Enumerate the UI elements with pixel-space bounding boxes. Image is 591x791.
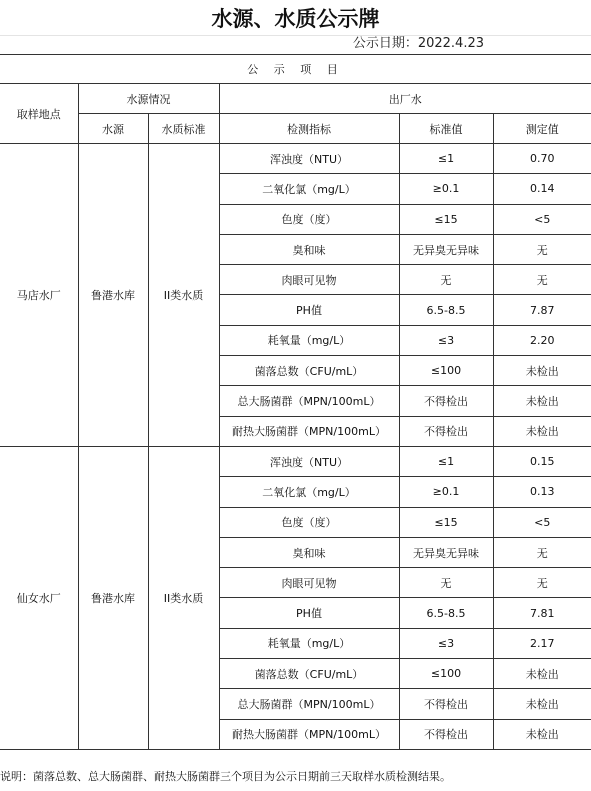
footnote: 说明：菌落总数、总大肠菌群、耐热大肠菌群三个项目为公示日期前三天取样水质检测结果。 bbox=[0, 770, 451, 783]
standard-value-cell: 不得检出 bbox=[399, 719, 493, 749]
indicator-cell: 色度（度） bbox=[219, 507, 399, 537]
indicator-cell: 总大肠菌群（MPN/100mL） bbox=[219, 689, 399, 719]
indicator-cell: 浑浊度（NTU） bbox=[219, 446, 399, 476]
indicator-cell: 耗氧量（mg/L） bbox=[219, 325, 399, 355]
page-title: 水源、水质公示牌 bbox=[211, 7, 380, 31]
standard-value-cell: 无 bbox=[399, 568, 493, 598]
plant-site-cell: 马店水厂 bbox=[0, 144, 78, 447]
measured-value-cell: 无 bbox=[493, 234, 591, 264]
water-quality-table bbox=[0, 54, 591, 750]
measured-value-cell: 2.17 bbox=[493, 628, 591, 658]
standard-value-cell: 无 bbox=[399, 265, 493, 295]
indicator-cell: 二氧化氯（mg/L） bbox=[219, 174, 399, 204]
standard-value-cell: ≥0.1 bbox=[399, 174, 493, 204]
plant-standard-cell: II类水质 bbox=[148, 144, 219, 447]
standard-value-cell: ≤100 bbox=[399, 356, 493, 386]
standard-value-cell: ≤15 bbox=[399, 204, 493, 234]
section-banner: 公 示 项 目 bbox=[0, 55, 591, 84]
measured-value-cell: 0.15 bbox=[493, 446, 591, 476]
table-row bbox=[0, 144, 591, 174]
header-measured-value: 测定值 bbox=[493, 114, 591, 144]
indicator-cell: 肉眼可见物 bbox=[219, 568, 399, 598]
standard-value-cell: ≤15 bbox=[399, 507, 493, 537]
measured-value-cell: 0.70 bbox=[493, 144, 591, 174]
standard-value-cell: ≤100 bbox=[399, 659, 493, 689]
measured-value-cell: 无 bbox=[493, 568, 591, 598]
standard-value-cell: 不得检出 bbox=[399, 386, 493, 416]
indicator-cell: 肉眼可见物 bbox=[219, 265, 399, 295]
header-site: 取样地点 bbox=[0, 84, 78, 144]
header-outlet-water: 出厂水 bbox=[219, 84, 591, 114]
standard-value-cell: ≤1 bbox=[399, 446, 493, 476]
standard-value-cell: 无异臭无异味 bbox=[399, 537, 493, 567]
indicator-cell: 色度（度） bbox=[219, 204, 399, 234]
standard-value-cell: 不得检出 bbox=[399, 689, 493, 719]
indicator-cell: PH值 bbox=[219, 598, 399, 628]
announcement-date: 公示日期：2022.4.23 bbox=[352, 36, 484, 51]
indicator-cell: 总大肠菌群（MPN/100mL） bbox=[219, 386, 399, 416]
standard-value-cell: ≤3 bbox=[399, 325, 493, 355]
standard-value-cell: 无异臭无异味 bbox=[399, 234, 493, 264]
measured-value-cell: 2.20 bbox=[493, 325, 591, 355]
indicator-cell: 菌落总数（CFU/mL） bbox=[219, 356, 399, 386]
standard-value-cell: 6.5-8.5 bbox=[399, 598, 493, 628]
header-quality-standard: 水质标准 bbox=[148, 114, 219, 144]
indicator-cell: 耐热大肠菌群（MPN/100mL） bbox=[219, 416, 399, 446]
measured-value-cell: 未检出 bbox=[493, 689, 591, 719]
standard-value-cell: ≥0.1 bbox=[399, 477, 493, 507]
plant-standard-cell: II类水质 bbox=[148, 446, 219, 749]
measured-value-cell: 7.81 bbox=[493, 598, 591, 628]
measured-value-cell: 无 bbox=[493, 265, 591, 295]
header-water-source-info: 水源情况 bbox=[78, 84, 219, 114]
indicator-cell: 浑浊度（NTU） bbox=[219, 144, 399, 174]
measured-value-cell: <5 bbox=[493, 204, 591, 234]
measured-value-cell: 0.14 bbox=[493, 174, 591, 204]
table-row bbox=[0, 446, 591, 476]
standard-value-cell: 6.5-8.5 bbox=[399, 295, 493, 325]
plant-site-cell: 仙女水厂 bbox=[0, 446, 78, 749]
header-standard-value: 标准值 bbox=[399, 114, 493, 144]
measured-value-cell: 未检出 bbox=[493, 356, 591, 386]
standard-value-cell: ≤3 bbox=[399, 628, 493, 658]
indicator-cell: 耗氧量（mg/L） bbox=[219, 628, 399, 658]
measured-value-cell: 0.13 bbox=[493, 477, 591, 507]
plant-source-cell: 鲁港水库 bbox=[78, 446, 148, 749]
header-indicator: 检测指标 bbox=[219, 114, 399, 144]
header-source: 水源 bbox=[78, 114, 148, 144]
indicator-cell: 臭和味 bbox=[219, 234, 399, 264]
indicator-cell: 臭和味 bbox=[219, 537, 399, 567]
measured-value-cell: <5 bbox=[493, 507, 591, 537]
measured-value-cell: 无 bbox=[493, 537, 591, 567]
measured-value-cell: 未检出 bbox=[493, 416, 591, 446]
indicator-cell: PH值 bbox=[219, 295, 399, 325]
measured-value-cell: 7.87 bbox=[493, 295, 591, 325]
measured-value-cell: 未检出 bbox=[493, 386, 591, 416]
measured-value-cell: 未检出 bbox=[493, 719, 591, 749]
measured-value-cell: 未检出 bbox=[493, 659, 591, 689]
indicator-cell: 二氧化氯（mg/L） bbox=[219, 477, 399, 507]
indicator-cell: 菌落总数（CFU/mL） bbox=[219, 659, 399, 689]
indicator-cell: 耐热大肠菌群（MPN/100mL） bbox=[219, 719, 399, 749]
standard-value-cell: 不得检出 bbox=[399, 416, 493, 446]
standard-value-cell: ≤1 bbox=[399, 144, 493, 174]
plant-source-cell: 鲁港水库 bbox=[78, 144, 148, 447]
